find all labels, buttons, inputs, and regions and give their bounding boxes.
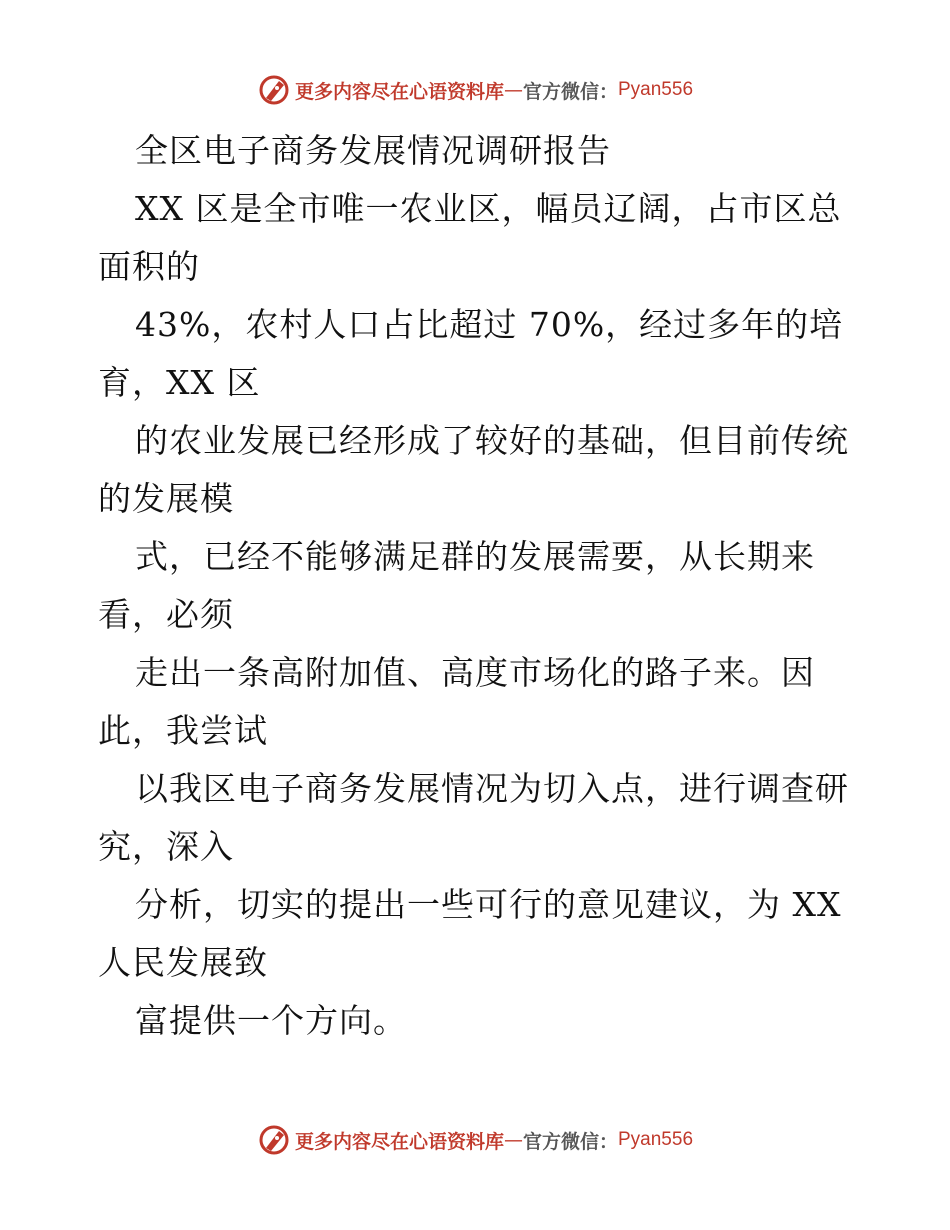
pen-nib-icon xyxy=(257,1123,291,1157)
text-line: 的农业发展已经形成了较好的基础，但目前传统 xyxy=(135,421,849,460)
text-line: 人民发展致 xyxy=(98,943,268,982)
text-line: 43%，农村人口占比超过 70%，经过多年的培 xyxy=(135,305,844,344)
text-line: 走出一条高附加值、高度市场化的路子来。因 xyxy=(135,653,815,692)
banner-main-text: 更多内容尽在心语资料库 xyxy=(294,80,504,103)
text-line: 式，已经不能够满足群的发展需要，从长期来 xyxy=(135,537,815,576)
text-line: 看，必须 xyxy=(98,595,234,634)
pen-nib-icon xyxy=(257,73,291,107)
text-line: 分析，切实的提出一些可行的意见建议，为 XX xyxy=(135,885,842,924)
banner-separator: — xyxy=(503,1129,523,1151)
banner-wechat-label: 官方微信： xyxy=(522,80,618,103)
text-line: 的发展模 xyxy=(98,479,234,518)
document-body xyxy=(98,122,858,1050)
text-line: 此，我尝试 xyxy=(98,711,268,750)
text-line: XX 区是全市唯一农业区，幅员辽阔，占市区总 xyxy=(135,189,842,228)
banner-text xyxy=(295,1127,693,1154)
banner-text xyxy=(295,77,693,104)
text-line: 究，深入 xyxy=(98,827,234,866)
text-line: 育，XX 区 xyxy=(98,363,261,402)
banner-separator: — xyxy=(503,79,523,101)
banner-wechat-label: 官方微信： xyxy=(522,1130,618,1153)
text-line: 富提供一个方向。 xyxy=(135,1001,407,1040)
text-line: 面积的 xyxy=(98,247,200,286)
banner-wechat-id: Pyan556 xyxy=(618,79,694,100)
banner-main-text: 更多内容尽在心语资料库 xyxy=(294,1130,504,1153)
header-banner xyxy=(0,70,950,110)
banner-wechat-id: Pyan556 xyxy=(618,1129,694,1150)
footer-banner xyxy=(0,1120,950,1160)
document-title: 全区电子商务发展情况调研报告 xyxy=(135,131,611,170)
text-line: 以我区电子商务发展情况为切入点，进行调查研 xyxy=(135,769,849,808)
